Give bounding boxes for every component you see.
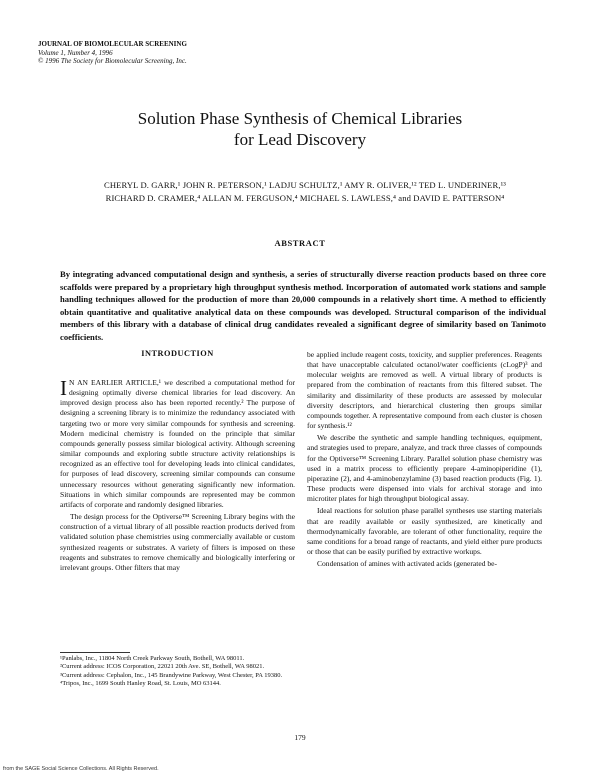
intro-paragraph-4: We describe the synthetic and sample handling techniques, equipment, and strategies used to prepare, analyze, and track three classes of compounds for the Optiverse™ Screening Library. Parallel solution phase chemistry was used in a matrix process to efficiently prepare 4-aminopiperidine (1), piperazine (2), and 4-aminobenzylamine (3) based reaction products (Fig. 1). These products were dispensed into vials for archival storage and into microtiter plates for high throughput biological assay. — [307, 433, 542, 504]
download-notice: from the SAGE Social Science Collections. All Rights Reserved. — [3, 766, 159, 772]
intro-paragraph-5: Ideal reactions for solution phase parallel syntheses use starting materials that are readily available or easily synthesized, are kinetically and thermodynamically favorable, are tolerant of other functionality, require the same conditions for a broad range of reactants, and yield either pure products or those that can be easily purified by extractive workups. — [307, 506, 542, 556]
journal-copyright: © 1996 The Society for Biomolecular Screening, Inc. — [38, 57, 187, 65]
abstract-heading: ABSTRACT — [274, 238, 326, 248]
authors-line-1: CHERYL D. GARR,¹ JOHN R. PETERSON,¹ LADJU SCHULTZ,¹ AMY R. OLIVER,¹² TED L. UNDERINER,¹³ — [104, 180, 506, 190]
journal-header — [38, 40, 187, 66]
journal-name: JOURNAL OF BIOMOLECULAR SCREENING — [38, 40, 187, 48]
abstract-text: By integrating advanced computational design and synthesis, a series of structurally diverse reaction products based on three core scaffolds were prepared by a proprietary high throughput synthesis method. Incorporation of automated work stations and sample handling techniques allowed for the production of more than 20,000 compounds in a relatively short time. A method to efficiently obtain quantitative and qualitative analytical data on these compounds was developed. Structural comparison of the individual members of this library with a database of clinical drug candidates revealed a significant degree of similarity based on Tanimoto coefficients. — [60, 269, 546, 342]
left-column — [60, 378, 295, 573]
author-list — [45, 179, 565, 204]
intro-paragraph-6: Condensation of amines with activated acids (generated be- — [317, 559, 498, 569]
drop-cap: I — [60, 376, 67, 400]
article-title — [0, 108, 600, 150]
title-line-2: for Lead Discovery — [233, 130, 367, 149]
footnote-2: ²Current address: ICOS Corporation, 22021 20th Ave. SE, Bothell, WA 98021. — [60, 663, 265, 671]
intro-paragraph-3: be applied include reagent costs, toxicity, and supplier preferences. Reagents that have unacceptable calculated octanol/water coefficients (cLogP)³ and molecular weights are removed as well. A virtual library of products is prepared from the combination of reactants from this filtered subset. The similarity and dissimilarity of these products are assessed by molecular diversity descriptors, and hierarchical clustering then groups similar compounds together. A representative compound from each cluster is chosen for synthesis.¹² — [307, 350, 542, 431]
footnote-4: ⁴Tripos, Inc., 1699 South Hanley Road, St. Louis, MO 63144. — [60, 680, 221, 688]
footnotes — [60, 655, 500, 689]
intro-paragraph-1 — [60, 378, 295, 510]
introduction-heading: INTRODUCTION — [141, 349, 214, 358]
right-column — [307, 350, 542, 569]
page-number: 179 — [294, 733, 306, 742]
title-line-1: Solution Phase Synthesis of Chemical Libraries — [137, 109, 463, 128]
authors-line-2: RICHARD D. CRAMER,⁴ ALLAN M. FERGUSON,⁴ MICHAEL S. LAWLESS,⁴ and DAVID E. PATTERSON⁴ — [105, 192, 505, 203]
footnote-rule — [60, 652, 130, 653]
footnote-1: ¹Panlabs, Inc., 11804 North Creek Parkway South, Bothell, WA 98011. — [60, 655, 245, 662]
footnote-3: ³Current address: Cephalon, Inc., 145 Brandywine Parkway, West Chester, PA 19380. — [60, 671, 283, 679]
journal-volume: Volume 1, Number 4, 1996 — [38, 48, 113, 57]
intro-p1-text: ¹ we described a computational method for designing optimally diverse chemical libraries for lead discovery. An improved design process also has been reported recently.² The purpose of designing a screening library is to minimize the redundancy associated with targeting two or more very similar compounds for synthesis and screening. Modern medicinal chemistry is founded on the principle that similar compounds generally possess similar biological activity. Although screening similar compounds and exploring subtle structure activity relationships is recognized as an effective tool for developing leads into clinical candidates, for purposes of lead discovery, screening similar compounds can consume unnecessary resources without generating significantly new information. Situations in which similar compounds are represented may be common artifacts of corporate and randomly designed libraries. — [60, 378, 295, 509]
intro-paragraph-2: The design process for the Optiverse™ Screening Library begins with the construction of a virtual library of all possible reaction products derived from validated solution phase chemistries using commercially available or custom synthesized reagents or substrates. A variety of filters is imposed on these reagents and substrates to remove chemically and biologically interfering or irrelevant groups. Other filters that may — [60, 512, 295, 572]
intro-lead-in: N AN EARLIER ARTICLE, — [69, 378, 159, 387]
